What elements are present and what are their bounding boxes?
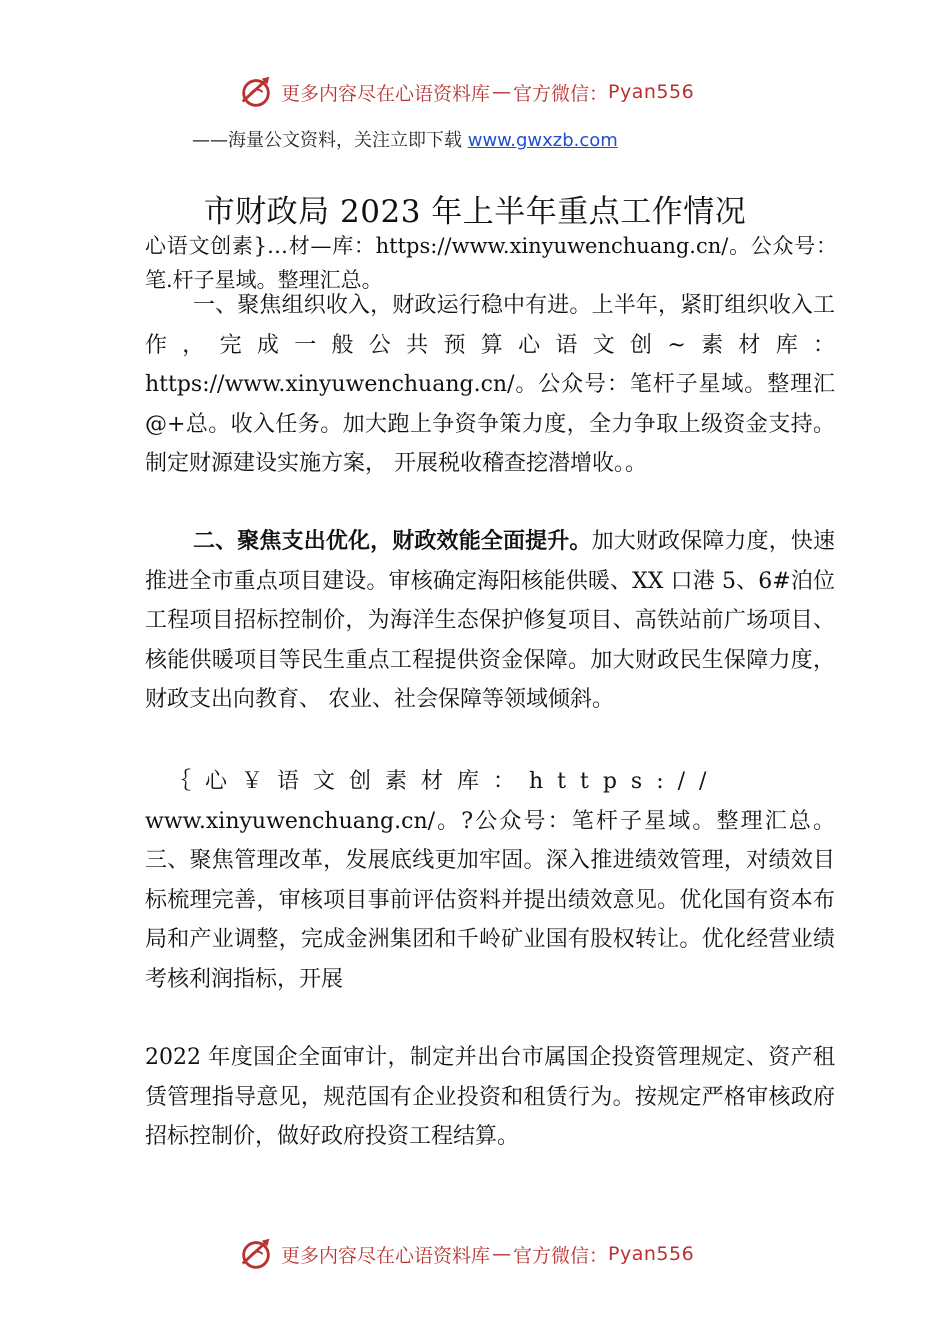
paragraph-2 [145, 522, 835, 720]
banner-label: 官方微信： [513, 82, 609, 105]
footer-banner-label: 官方微信： [513, 1244, 609, 1267]
footer-banner-text: 更多内容尽在心语资料库 [281, 1244, 491, 1267]
source-note: 心语文创素}…材—库：https://www.xinyuwenchuang.cn/。公众号：笔.杆子星域。整理汇总。 [145, 234, 837, 292]
document-title: 市财政局 2023 年上半年重点工作情况 [203, 194, 747, 230]
paragraph-1: 一、聚焦组织收入，财政运行稳中有进。上半年，紧盯组织收入工作，完成一般公共预算心语文创~素材库：https://www.xinyuwenchuang.cn/。公众号：笔杆子星域。整理汇@+总。收入任务。加大跑上争资争策力度，全力争取上级资金支持。制定财源建设实施方案， 开展税收稽查挖潜增收。。 [145, 293, 835, 476]
banner-text: 更多内容尽在心语资料库 [281, 82, 491, 105]
download-subline [192, 126, 618, 152]
brand-logo-icon [237, 73, 275, 111]
footer-banner-wechat-id: Pyan556 [608, 1243, 695, 1265]
paragraph-2-block [145, 522, 835, 720]
footer-banner-separator: — [492, 1243, 512, 1265]
paragraph-3: www.xinyuwenchuang.cn/。?公众号：笔杆子星域。整理汇总。三、聚焦管理改革，发展底线更加牢固。深入推进绩效管理，对绩效目标梳理完善，审核项目事前评估资料并提出绩效意见。优化国有资本布局和产业调整，完成金洲集团和千岭矿业国有股权转让。优化经营业绩考核利润指标，开展 [145, 808, 835, 992]
paragraph-4: 2022 年度国企全面审计，制定并出台市属国企投资管理规定、资产租赁管理指导意见，规范国有企业投资和租赁行为。按规定严格审核政府招标控制价，做好政府投资工程结算。 [145, 1045, 835, 1149]
paragraph-1-block [145, 286, 835, 484]
paragraph-2-text: 加大财政保障力度，快速推进全市重点项目建设。审核确定海阳核能供暖、XX 口港 5、6#泊位工程项目招标控制价，为海洋生态保护修复项目、高铁站前广场项目、核能供暖项目等民生重点工程提供资金保障。加大财政民生保障力度，财政支出向教育、 农业、社会保障等领域倾斜。 [145, 529, 835, 712]
subline-prefix: ——海量公文资料，关注立即下载 [192, 130, 462, 151]
banner-separator: — [492, 81, 512, 103]
footer-banner [237, 1232, 694, 1276]
banner-wechat-id: Pyan556 [608, 81, 695, 103]
header-banner [237, 70, 694, 114]
paragraph-4-block [145, 1038, 835, 1157]
paragraph-3-spaced-line: ｛心￥语文创素材库：https:// [169, 769, 721, 794]
brand-logo-icon [237, 1235, 275, 1273]
paragraph-2-heading: 二、聚焦支出优化，财政效能全面提升。 [193, 529, 592, 554]
download-link[interactable]: www.gwxzb.com [467, 130, 618, 151]
paragraph-3-block [145, 762, 835, 999]
